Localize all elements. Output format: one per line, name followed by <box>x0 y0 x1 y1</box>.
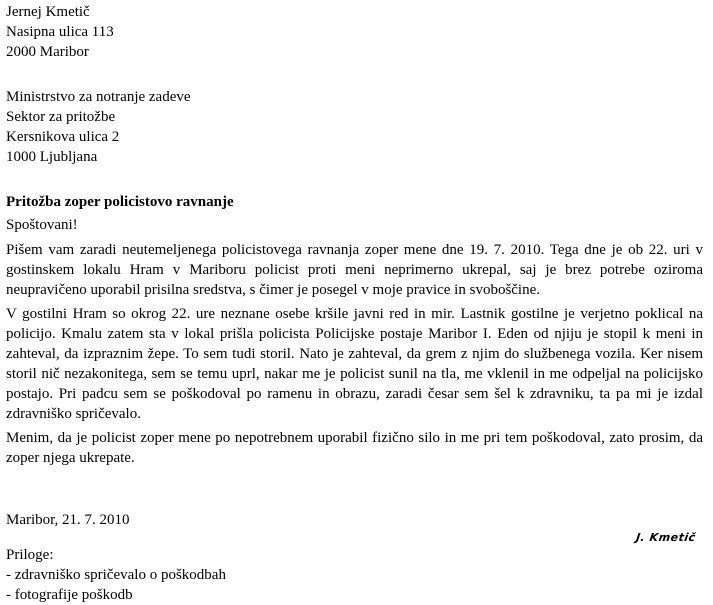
recipient-org: Ministrstvo za notranje zadeve <box>6 89 191 105</box>
letter-body <box>6 240 703 472</box>
letter-salutation: Spoštovani! <box>6 217 78 233</box>
attachments <box>6 545 226 605</box>
attachments-list <box>6 565 226 605</box>
sender-street: Nasipna ulica 113 <box>6 24 114 40</box>
body-paragraph-3: Menim, da je policist zoper mene po nepotrebnem uporabil fizično silo in me pri tem poškodoval, zato prosim, da zoper njega ukrepate. <box>6 430 703 466</box>
recipient-dept: Sektor za pritožbe <box>6 109 116 125</box>
sender-city: 2000 Maribor <box>6 44 89 60</box>
recipient-street: Kersnikova ulica 2 <box>6 129 120 145</box>
recipient-address <box>6 87 191 167</box>
attachment-item: - zdravniško spričevalo o poškodbah <box>6 567 226 583</box>
sender-address <box>6 2 114 62</box>
signature: J. Kmetič <box>635 531 697 544</box>
body-paragraph-2: V gostilni Hram so okrog 22. ure neznane osebe kršile javni red in mir. Lastnik gostilne je verjetno poklical na policijo. Kmalu zatem sta v lokal prišla policista Policijske postaje Maribor I. Eden od njiju je stopil k meni in zahteval, da izpraznim žepe. To sem tudi storil. Nato je zahteval, da grem z njim do službenega vozila. Ker nisem storil nič nezakonitega, sem se temu uprl, nakar me je policist sunil na tla, me vklenil in me odpeljal na policijsko postajo. Pri padcu sem se poškodoval po ramenu in obrazu, zaradi česar sem šel k zdravniku, ta pa mi je izdal zdravniško spričevalo. <box>6 306 703 422</box>
sender-name: Jernej Kmetič <box>6 4 90 20</box>
body-paragraph-1: Pišem vam zaradi neutemeljenega policistovega ravnanja zoper mene dne 19. 7. 2010. Tega dne je ob 22. uri v gostinskem lokalu Hram v Mariboru policist proti meni neprimerno ukrepal, saj je brez potrebe oziroma neupravičeno uporabil prisilna sredstva, s čimer je posegel v moje pravice in svoboščine. <box>6 242 703 298</box>
place-date: Maribor, 21. 7. 2010 <box>6 512 130 528</box>
attachments-heading: Priloge: <box>6 547 54 563</box>
recipient-city: 1000 Ljubljana <box>6 149 98 165</box>
letter-subject: Pritožba zoper policistovo ravnanje <box>6 194 234 210</box>
attachment-item: - fotografije poškodb <box>6 587 133 603</box>
